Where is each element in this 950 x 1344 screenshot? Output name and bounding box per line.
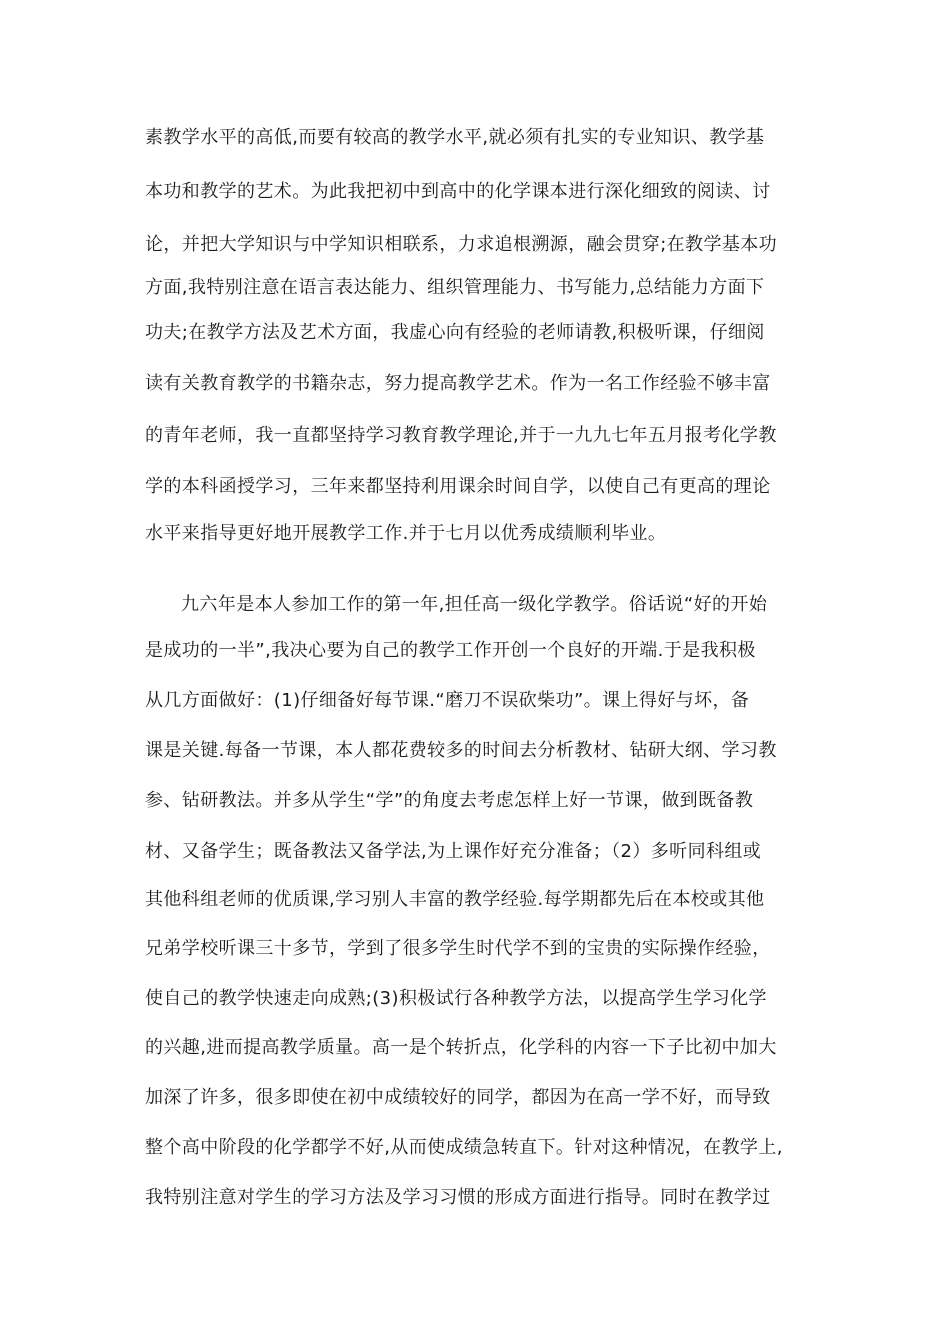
paragraph-line: 水平来指导更好地开展教学工作.并于七月以优秀成绩顺利毕业。 <box>145 523 667 544</box>
paragraph-line: 材、又备学生；既备教法又备学法,为上课作好充分准备；（2）多听同科组或 <box>145 841 762 862</box>
paragraph-line: 读有关教育教学的书籍杂志，努力提高教学艺术。作为一名工作经验不够丰富 <box>145 373 771 394</box>
paragraph-line: 本功和教学的艺术。为此我把初中到高中的化学课本进行深化细致的阅读、讨 <box>145 181 771 202</box>
paragraph-line: 学的本科函授学习，三年来都坚持利用课余时间自学，以使自己有更高的理论 <box>145 476 771 497</box>
paragraph-line: 的兴趣,进而提高教学质量。高一是个转折点，化学科的内容一下子比初中加大 <box>145 1037 777 1058</box>
paragraph-line: 功夫;在教学方法及艺术方面，我虚心向有经验的老师请教,积极听课，仔细阅 <box>145 322 765 343</box>
paragraph-line: 的青年老师，我一直都坚持学习教育教学理论,并于一九九七年五月报考化学教 <box>145 425 777 446</box>
paragraph-line: 论，并把大学知识与中学知识相联系，力求追根溯源，融会贯穿;在教学基本功 <box>145 234 778 255</box>
paragraph-line: 整个高中阶段的化学都学不好,从而使成绩急转直下。针对这种情况，在教学上, <box>145 1137 783 1158</box>
paragraph-line: 是成功的一半”,我决心要为自己的教学工作开创一个良好的开端.于是我积极 <box>145 640 756 661</box>
paragraph-line: 课是关键.每备一节课，本人都花费较多的时间去分析教材、钻研大纲、学习教 <box>145 740 777 761</box>
paragraph-line: 从几方面做好：(1)仔细备好每节课.“磨刀不误砍柴功”。课上得好与坏，备 <box>145 690 750 711</box>
paragraph-line: 其他科组老师的优质课,学习别人丰富的教学经验.每学期都先后在本校或其他 <box>145 889 765 910</box>
paragraph-line: 我特别注意对学生的学习方法及学习习惯的形成方面进行指导。同时在教学过 <box>145 1187 771 1208</box>
paragraph-line: 方面,我特别注意在语言表达能力、组织管理能力、书写能力,总结能力方面下 <box>145 277 765 298</box>
paragraph-line: 素教学水平的高低,而要有较高的教学水平,就必须有扎实的专业知识、教学基 <box>145 127 765 148</box>
paragraph-line: 使自己的教学快速走向成熟;(3)积极试行各种教学方法，以提高学生学习化学 <box>145 988 767 1009</box>
paragraph-line: 参、钻研教法。并多从学生“学”的角度去考虑怎样上好一节课，做到既备教 <box>145 790 754 811</box>
paragraph-line: 加深了许多，很多即使在初中成绩较好的同学，都因为在高一学不好，而导致 <box>145 1087 771 1108</box>
paragraph-line: 九六年是本人参加工作的第一年,担任高一级化学教学。俗话说“好的开始 <box>181 594 768 615</box>
paragraph-line: 兄弟学校听课三十多节，学到了很多学生时代学不到的宝贵的实际操作经验， <box>145 938 771 959</box>
